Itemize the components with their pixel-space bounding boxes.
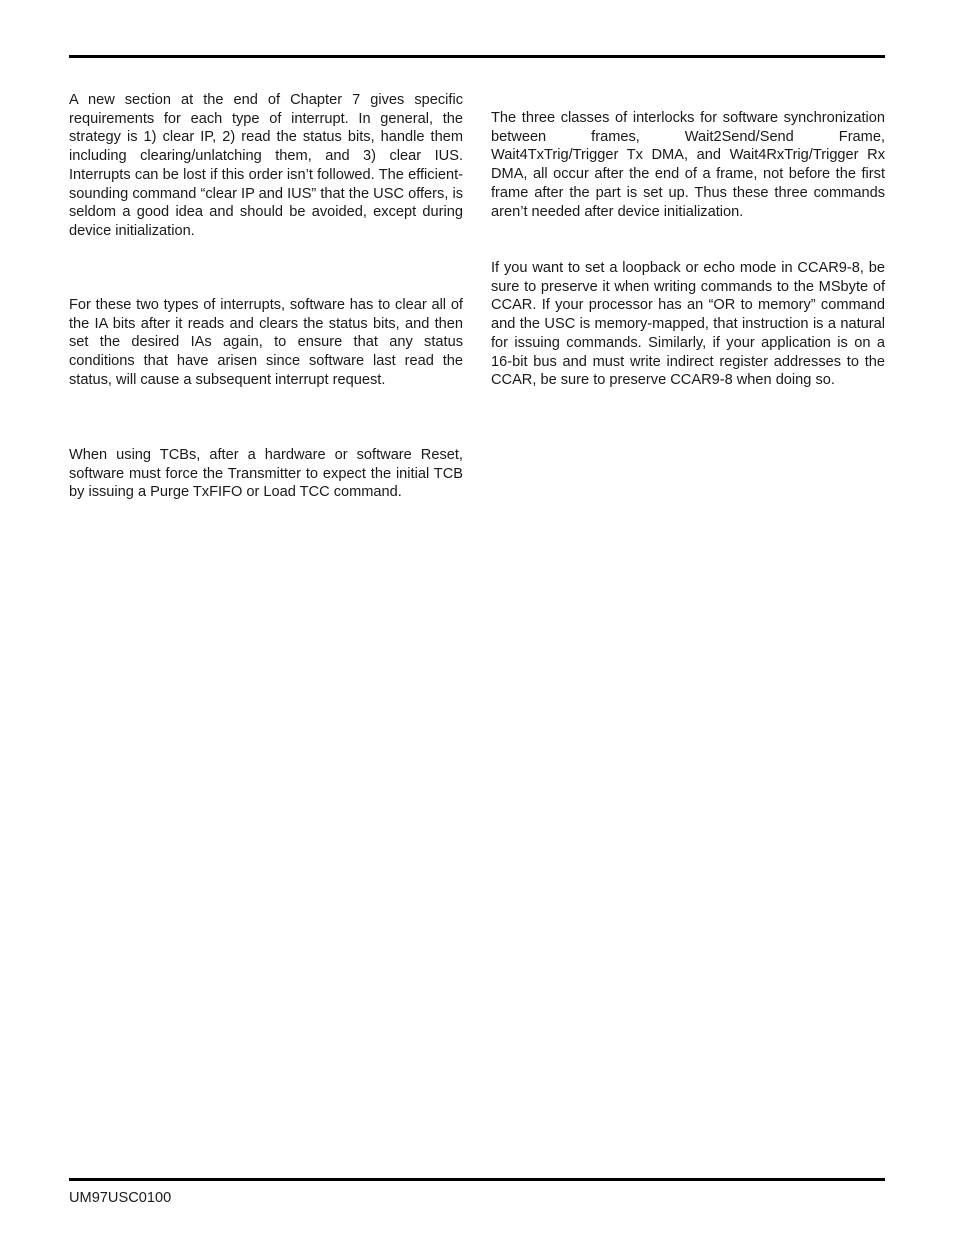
footer-rule [69,1178,885,1181]
paragraph-ccar-loopback: If you want to set a loopback or echo mode in CCAR9-8, be sure to preserve it when writing commands to the MSbyte of CCAR. If your processor has an “OR to memory” command and the USC is memory-mapped, that instruction is a natural for issuing commands. Similarly, if your application is on a 16-bit bus and must write indirect register addresses to the CCAR, be sure to preserve CCAR9-8 when doing so. [491,260,885,389]
paragraph-ia-bits: For these two types of interrupts, software has to clear all of the IA bits after it reads and clears the status bits, and then set the desired IAs again, to ensure that any status conditions that have arisen since software last read the status, will cause a subsequent interrupt request. [69,297,463,388]
paragraph-interlocks: The three classes of interlocks for software synchronization between frames, Wait2Send/Send Frame, Wait4TxTrig/Trigger Tx DMA, and Wait4RxTrig/Trigger Rx DMA, all occur after the end of a frame, not before the first frame after the part is set up. Thus these three commands aren’t needed after device initialization. [491,110,885,220]
document-code: UM97USC0100 [69,1190,172,1206]
header-rule [69,55,885,58]
paragraph-tcb-reset: When using TCBs, after a hardware or software Reset, software must force the Transmitter to expect the initial TCB by issuing a Purge TxFIFO or Load TCC command. [69,447,463,501]
paragraph-interrupt-order: A new section at the end of Chapter 7 gives specific requirements for each type of interrupt. In general, the strategy is 1) clear IP, 2) read the status bits, handle them including clearing/unlatching them, and 3) clear IUS. Interrupts can be lost if this order isn’t followed. The efficient-sounding command “clear IP and IUS” that the USC offers, is seldom a good idea and should be avoided, except during device initialization. [69,92,463,239]
